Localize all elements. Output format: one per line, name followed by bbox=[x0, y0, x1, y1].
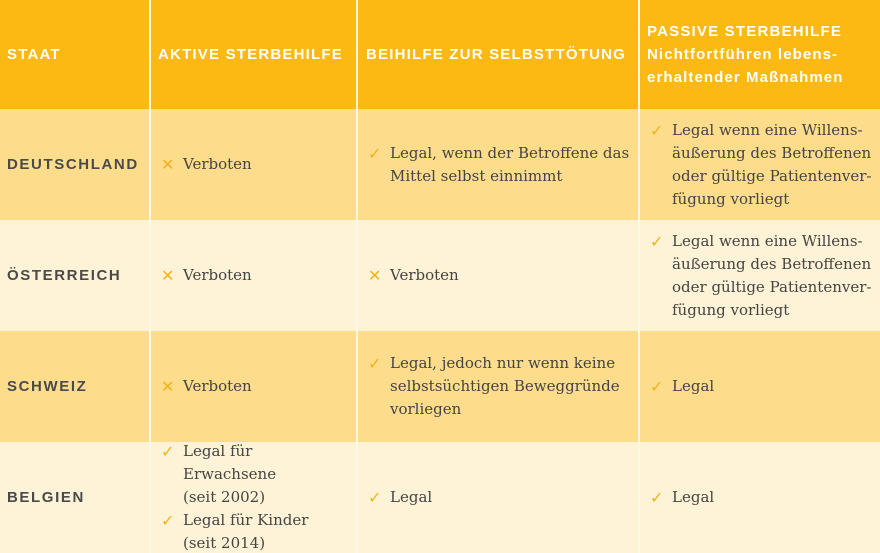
header-aktiv-label: AKTIVE STERBEHILFE bbox=[158, 46, 343, 63]
text-line: Legal wenn eine Willens- bbox=[672, 120, 863, 139]
header-staat bbox=[0, 0, 149, 109]
text-line: äußerung des Betroffenen bbox=[672, 254, 872, 273]
status-text: Verboten bbox=[183, 266, 252, 284]
cell-passiv-oesterreich bbox=[640, 220, 880, 331]
text-line: vorliegen bbox=[390, 400, 462, 418]
table-row-oesterreich bbox=[0, 220, 149, 331]
check-icon: ✓ bbox=[161, 442, 175, 461]
status-text bbox=[672, 230, 871, 322]
status-text bbox=[390, 142, 629, 188]
check-icon: ✓ bbox=[161, 511, 175, 530]
status-text: Verboten bbox=[390, 266, 459, 284]
text-line: Legal für Erwachsene bbox=[183, 442, 277, 483]
status-text bbox=[183, 509, 308, 553]
status-text bbox=[183, 442, 350, 509]
cell-beihilfe-oesterreich bbox=[358, 220, 638, 331]
cell-beihilfe-schweiz bbox=[358, 331, 638, 442]
header-aktiv bbox=[151, 0, 356, 109]
table-row-schweiz bbox=[0, 331, 149, 442]
cell-passiv-deutschland bbox=[640, 109, 880, 220]
text-line: oder gültige Patientenver- bbox=[672, 277, 872, 296]
status-text: Verboten bbox=[183, 377, 252, 395]
list-item bbox=[368, 142, 629, 188]
list-item bbox=[650, 119, 871, 211]
text-line: Legal, wenn der Betroffene das bbox=[390, 143, 630, 162]
status-text bbox=[390, 352, 620, 421]
cross-icon: ✕ bbox=[161, 266, 175, 285]
country-name: ÖSTERREICH bbox=[7, 267, 122, 284]
table-row-belgien bbox=[0, 442, 149, 553]
cell-aktiv-oesterreich bbox=[151, 220, 356, 331]
text-line: Legal für Kinder bbox=[183, 511, 309, 529]
list-item bbox=[368, 486, 432, 509]
text-line: Mittel selbst einnimmt bbox=[390, 166, 563, 185]
country-name: BELGIEN bbox=[7, 489, 85, 506]
status-text: Legal bbox=[672, 377, 715, 395]
text-line: äußerung des Betroffenen bbox=[672, 143, 872, 162]
status-text: Legal bbox=[390, 488, 433, 506]
header-staat-label: STAAT bbox=[7, 46, 61, 63]
list-item bbox=[161, 442, 350, 509]
text-line: oder gültige Patientenver- bbox=[672, 166, 872, 185]
status-text bbox=[672, 119, 871, 211]
list-item bbox=[368, 352, 620, 421]
list-item bbox=[650, 230, 871, 322]
header-passiv bbox=[640, 0, 880, 109]
header-passiv-title: PASSIVE STERBEHILFE bbox=[647, 23, 843, 40]
check-icon: ✓ bbox=[650, 120, 664, 140]
header-passiv-subtitle-2: erhaltender Maßnahmen bbox=[647, 69, 844, 86]
status-text: Legal bbox=[672, 488, 715, 506]
check-icon: ✓ bbox=[650, 488, 664, 507]
header-passiv-subtitle-1: Nichtfortführen lebens- bbox=[647, 46, 839, 63]
text-line: fügung vorliegt bbox=[672, 189, 790, 208]
check-icon: ✓ bbox=[650, 377, 664, 396]
text-line: fügung vorliegt bbox=[672, 300, 790, 319]
check-icon: ✓ bbox=[368, 143, 382, 163]
list-item bbox=[161, 153, 252, 176]
text-line: selbstsüchtigen Beweggründe bbox=[390, 377, 620, 395]
list-item bbox=[161, 509, 350, 553]
header-beihilfe bbox=[358, 0, 638, 109]
cell-aktiv-schweiz bbox=[151, 331, 356, 442]
text-line: (seit 2014) bbox=[183, 534, 266, 552]
list-item bbox=[161, 264, 252, 287]
list-item bbox=[368, 264, 459, 287]
text-line: Legal, jedoch nur wenn keine bbox=[390, 354, 616, 372]
text-line: (seit 2002) bbox=[183, 488, 266, 506]
cell-beihilfe-belgien bbox=[358, 442, 638, 553]
check-icon: ✓ bbox=[368, 354, 382, 373]
country-name: DEUTSCHLAND bbox=[7, 156, 139, 173]
check-icon: ✓ bbox=[368, 488, 382, 507]
cross-icon: ✕ bbox=[161, 155, 175, 174]
table-row-deutschland bbox=[0, 109, 149, 220]
list-item bbox=[650, 375, 714, 398]
cell-aktiv-deutschland bbox=[151, 109, 356, 220]
list-item bbox=[161, 375, 252, 398]
check-icon: ✓ bbox=[650, 231, 664, 251]
list-item bbox=[650, 486, 714, 509]
cell-beihilfe-deutschland bbox=[358, 109, 638, 220]
text-line: Legal wenn eine Willens- bbox=[672, 231, 863, 250]
item-list bbox=[161, 442, 350, 553]
header-beihilfe-label: BEIHILFE ZUR SELBSTTÖTUNG bbox=[366, 46, 626, 63]
status-text: Verboten bbox=[183, 155, 252, 173]
country-name: SCHWEIZ bbox=[7, 378, 88, 395]
cell-passiv-schweiz bbox=[640, 331, 880, 442]
cross-icon: ✕ bbox=[161, 377, 175, 396]
cell-passiv-belgien bbox=[640, 442, 880, 553]
cell-aktiv-belgien bbox=[151, 442, 356, 553]
cross-icon: ✕ bbox=[368, 266, 382, 285]
